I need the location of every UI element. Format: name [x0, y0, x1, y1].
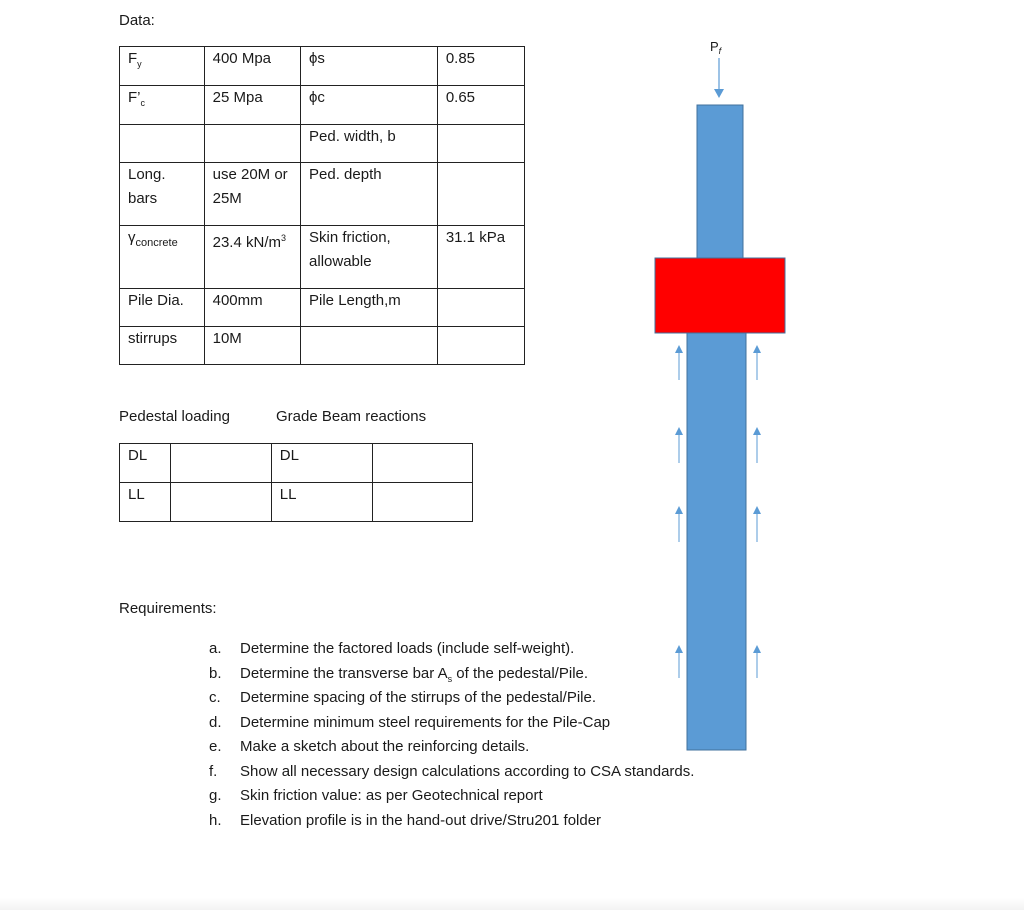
cell-text: F	[128, 50, 138, 67]
list-marker: d.	[209, 713, 222, 731]
table-cell	[120, 47, 205, 86]
list-marker: f.	[209, 762, 218, 780]
list-marker: b.	[209, 664, 222, 682]
table-cell: Skin friction, allowable	[301, 226, 438, 289]
cell-text: 23.4 kN/m	[212, 234, 281, 251]
cell-subscript: y	[137, 59, 142, 69]
table-cell	[120, 86, 205, 125]
list-item	[209, 662, 694, 687]
list-text: Make a sketch about the reinforcing details.	[240, 738, 530, 755]
table-cell: stirrups	[120, 327, 205, 365]
pedestal-loading-title: Pedestal loading	[119, 408, 230, 425]
list-marker: a.	[209, 640, 222, 657]
table-row	[120, 289, 525, 327]
load-arrow-head	[714, 89, 724, 98]
table-cell	[204, 226, 300, 289]
friction-arrow-head	[675, 645, 683, 653]
list-item	[209, 711, 694, 736]
friction-arrow-head	[753, 427, 761, 435]
friction-arrow-head	[675, 506, 683, 514]
table-cell	[372, 483, 472, 522]
table-cell: Pile Dia.	[120, 289, 205, 327]
table-cell: DL	[120, 444, 171, 483]
table-cell: Pile Length,m	[301, 289, 438, 327]
table-row	[120, 444, 473, 483]
table-cell: ϕc	[301, 86, 438, 125]
friction-arrow-head	[675, 345, 683, 353]
cell-text: γ	[128, 229, 136, 246]
skin-friction-arrows-left	[675, 345, 683, 678]
table-row	[120, 47, 525, 86]
table-cell	[170, 483, 271, 522]
pile-diagram	[640, 30, 800, 760]
list-marker: g.	[209, 787, 222, 804]
table-cell: 10M	[204, 327, 300, 365]
list-text: Determine minimum steel requirements for the Pile-Cap	[240, 713, 611, 731]
cell-superscript: 3	[280, 233, 286, 243]
list-marker: h.	[209, 811, 222, 829]
table-cell: Ped. depth	[301, 163, 438, 226]
list-text: Skin friction value: as per Geotechnical report	[240, 787, 543, 804]
list-text: of the pedestal/Pile.	[452, 664, 589, 682]
page-bottom-edge	[0, 898, 1024, 910]
grade-beam-reactions-title: Grade Beam reactions	[276, 408, 427, 425]
friction-arrow-head	[675, 427, 683, 435]
cell-subscript: concrete	[135, 237, 178, 249]
list-item	[209, 637, 694, 662]
list-text: Determine the transverse bar A	[240, 664, 448, 682]
table-cell	[120, 226, 205, 289]
pile-cap	[655, 258, 785, 333]
list-text: Determine spacing of the stirrups of the pedestal/Pile.	[240, 689, 597, 706]
table-cell: 31.1 kPa	[437, 226, 524, 289]
list-marker: c.	[209, 689, 221, 706]
table-cell	[301, 327, 438, 365]
friction-arrow-head	[753, 645, 761, 653]
friction-arrow-head	[753, 345, 761, 353]
skin-friction-arrows-right	[753, 345, 761, 678]
table-cell: 400 Mpa	[204, 47, 300, 86]
pile-shaft	[687, 333, 746, 750]
data-heading: Data:	[119, 12, 155, 29]
table-cell: 400mm	[204, 289, 300, 327]
friction-arrow-head	[753, 506, 761, 514]
table-cell: LL	[120, 483, 171, 522]
list-item	[209, 686, 694, 711]
table-row	[120, 163, 525, 226]
list-text: Elevation profile is in the hand-out drive/Stru201 folder	[240, 811, 602, 829]
table-cell: 0.85	[437, 47, 524, 86]
list-item	[209, 760, 694, 785]
load-label: $P_f$	[710, 39, 722, 56]
loading-table	[119, 443, 473, 522]
table-row	[120, 226, 525, 289]
table-cell	[372, 444, 472, 483]
cell-subscript: c	[140, 98, 145, 108]
requirements-title: Requirements:	[119, 600, 217, 617]
list-text: Show all necessary design calculations according to CSA standards.	[240, 762, 695, 780]
table-row	[120, 483, 473, 522]
table-cell: use 20M or 25M	[204, 163, 300, 226]
table-cell: Ped. width, b	[301, 125, 438, 163]
table-cell: ϕs	[301, 47, 438, 86]
list-marker: e.	[209, 738, 222, 755]
data-table	[119, 46, 525, 365]
table-cell: 25 Mpa	[204, 86, 300, 125]
table-cell	[170, 444, 271, 483]
table-cell	[437, 125, 524, 163]
table-cell	[437, 163, 524, 226]
table-cell	[437, 289, 524, 327]
table-row	[120, 86, 525, 125]
table-cell: 0.65	[437, 86, 524, 125]
list-item	[209, 735, 694, 760]
table-cell: Long. bars	[120, 163, 205, 226]
table-cell	[204, 125, 300, 163]
table-row	[120, 327, 525, 365]
list-item	[209, 784, 694, 809]
requirements-list	[209, 637, 694, 833]
table-cell	[437, 327, 524, 365]
pedestal-upper	[697, 105, 743, 258]
list-subscript: s	[447, 673, 453, 684]
table-cell	[120, 125, 205, 163]
table-cell: LL	[271, 483, 372, 522]
cell-text: F’	[128, 89, 141, 106]
table-cell: DL	[271, 444, 372, 483]
list-text: Determine the factored loads (include self-weight).	[240, 640, 575, 657]
table-row	[120, 125, 525, 163]
list-item	[209, 809, 694, 834]
